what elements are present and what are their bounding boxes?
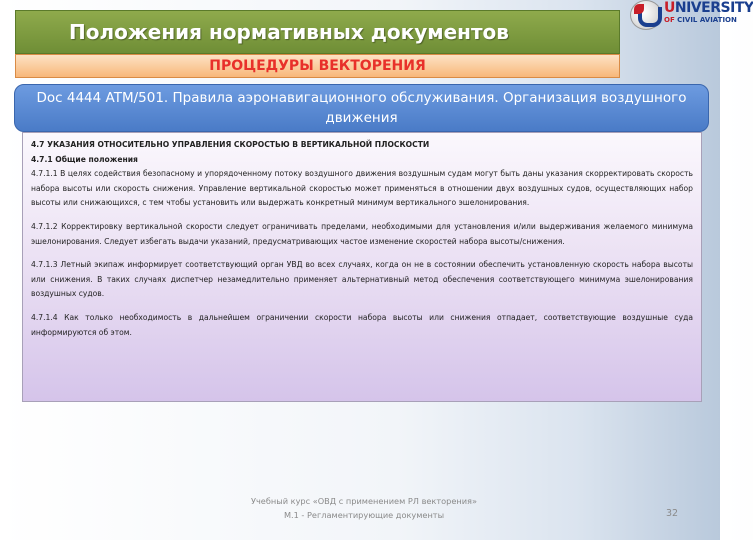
slide-subtitle-bar <box>15 54 620 78</box>
university-emblem-icon <box>630 0 662 30</box>
slide-title: Положения нормативных документов <box>69 20 509 44</box>
slide-subtitle: ПРОЦЕДУРЫ ВЕКТОРЕНИЯ <box>209 58 426 74</box>
subsection-heading: 4.7.1 Общие положения <box>31 154 138 164</box>
page-number: 32 <box>665 508 679 519</box>
paragraph-4-7-1-4: 4.7.1.4 Как только необходимость в дальнейшем ограничении скорости набора высоты или снижения отпадает, соответствующие воздушные суда информируются об этом. <box>31 312 693 337</box>
paragraph-4-7-1-2: 4.7.1.2 Корректировку вертикальной скорости следует ограничивать пределами, необходимыми для установления и/или выдерживания желаемого минимума эшелонирования. Следует избегать выдачи указаний, предусматривающих частое изменение скоростей набора высоты/снижения. <box>31 221 693 246</box>
university-logo <box>628 0 753 30</box>
section-heading: 4.7 УКАЗАНИЯ ОТНОСИТЕЛЬНО УПРАВЛЕНИЯ СКОРОСТЬЮ В ВЕРТИКАЛЬНОЙ ПЛОСКОСТИ <box>31 140 430 149</box>
paragraph-4-7-1-3: 4.7.1.3 Летный экипаж информирует соответствующий орган УВД во всех случаях, когда он не в состоянии обеспечить установленную скорость набора высоты или снижения. В таких случаях диспетчер незамедлительно применяет альтернативный метод обеспечения соответствующего минимума эшелонирования воздушных судов. <box>31 260 693 299</box>
paragraph-4-7-1-1: 4.7.1.1 В целях содействия безопасному и упорядоченному потоку воздушного движения воздушным судам могут быть даны указания скорректировать скорость набора высоты или скорость снижения. Управление вертикальной скоростью может применяться в отношении двух воздушных судов, осуществляющих набор высоты или снижающихся, с тем чтобы установить или выдержать конкретный минимум вертикального эшелонирования. <box>31 169 693 208</box>
logo-line-1: UNIVERSITY <box>664 0 753 16</box>
document-header: Doc 4444 ATM/501. Правила аэронавигационного обслуживания. Организация воздушного движения <box>14 84 709 132</box>
document-excerpt <box>22 132 702 402</box>
slide-title-bar <box>15 10 620 54</box>
footer-course-text: Учебный курс «ОВД с применением РЛ векторения» М.1 - Регламентирующие документы <box>250 496 477 520</box>
logo-line-2: OF CIVIL AVIATION <box>664 16 737 24</box>
